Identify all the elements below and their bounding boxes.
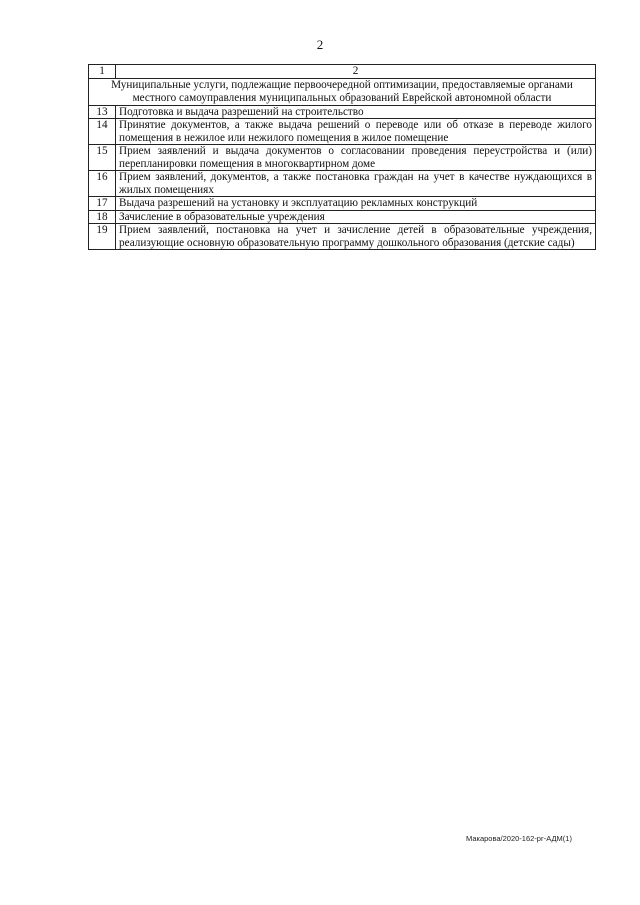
header-col-2: 2	[116, 65, 596, 79]
row-text: Подготовка и выдача разрешений на строительство	[116, 105, 596, 119]
table-header-row	[89, 65, 596, 79]
row-text: Выдача разрешений на установку и эксплуатацию рекламных конструкций	[116, 197, 596, 211]
row-text: Прием заявлений и выдача документов о согласовании проведения переустройства и (или) перепланировки помещения в многоквартирном доме	[116, 145, 596, 171]
header-col-1: 1	[89, 65, 116, 79]
row-number: 18	[89, 210, 116, 224]
row-text: Принятие документов, а также выдача решений о переводе или об отказе в переводе жилого помещения в нежилое или нежилого помещения в жилое помещение	[116, 119, 596, 145]
row-number: 16	[89, 171, 116, 197]
document-reference-footer: Макарова/2020-162-рг-АДМ(1)	[466, 834, 572, 843]
row-number: 15	[89, 145, 116, 171]
row-number: 17	[89, 197, 116, 211]
table-row	[89, 171, 596, 197]
row-number: 14	[89, 119, 116, 145]
row-number: 19	[89, 224, 116, 250]
section-title-row	[89, 78, 596, 105]
section-title: Муниципальные услуги, подлежащие первоочередной оптимизации, предоставляемые органами местного самоуправления муниципальных образований Еврейской автономной области	[89, 78, 596, 105]
row-text: Зачисление в образовательные учреждения	[116, 210, 596, 224]
table-row	[89, 145, 596, 171]
services-table	[88, 64, 596, 250]
row-text: Прием заявлений, постановка на учет и зачисление детей в образовательные учреждения, реализующие основную образовательную программу дошкольного образования (детские сады)	[116, 224, 596, 250]
table-row	[89, 210, 596, 224]
table-row	[89, 197, 596, 211]
table-row	[89, 224, 596, 250]
page-number: 2	[316, 37, 324, 52]
row-number: 13	[89, 105, 116, 119]
row-text: Прием заявлений, документов, а также постановка граждан на учет в качестве нуждающихся в жилых помещениях	[116, 171, 596, 197]
table-row	[89, 105, 596, 119]
table-row	[89, 119, 596, 145]
